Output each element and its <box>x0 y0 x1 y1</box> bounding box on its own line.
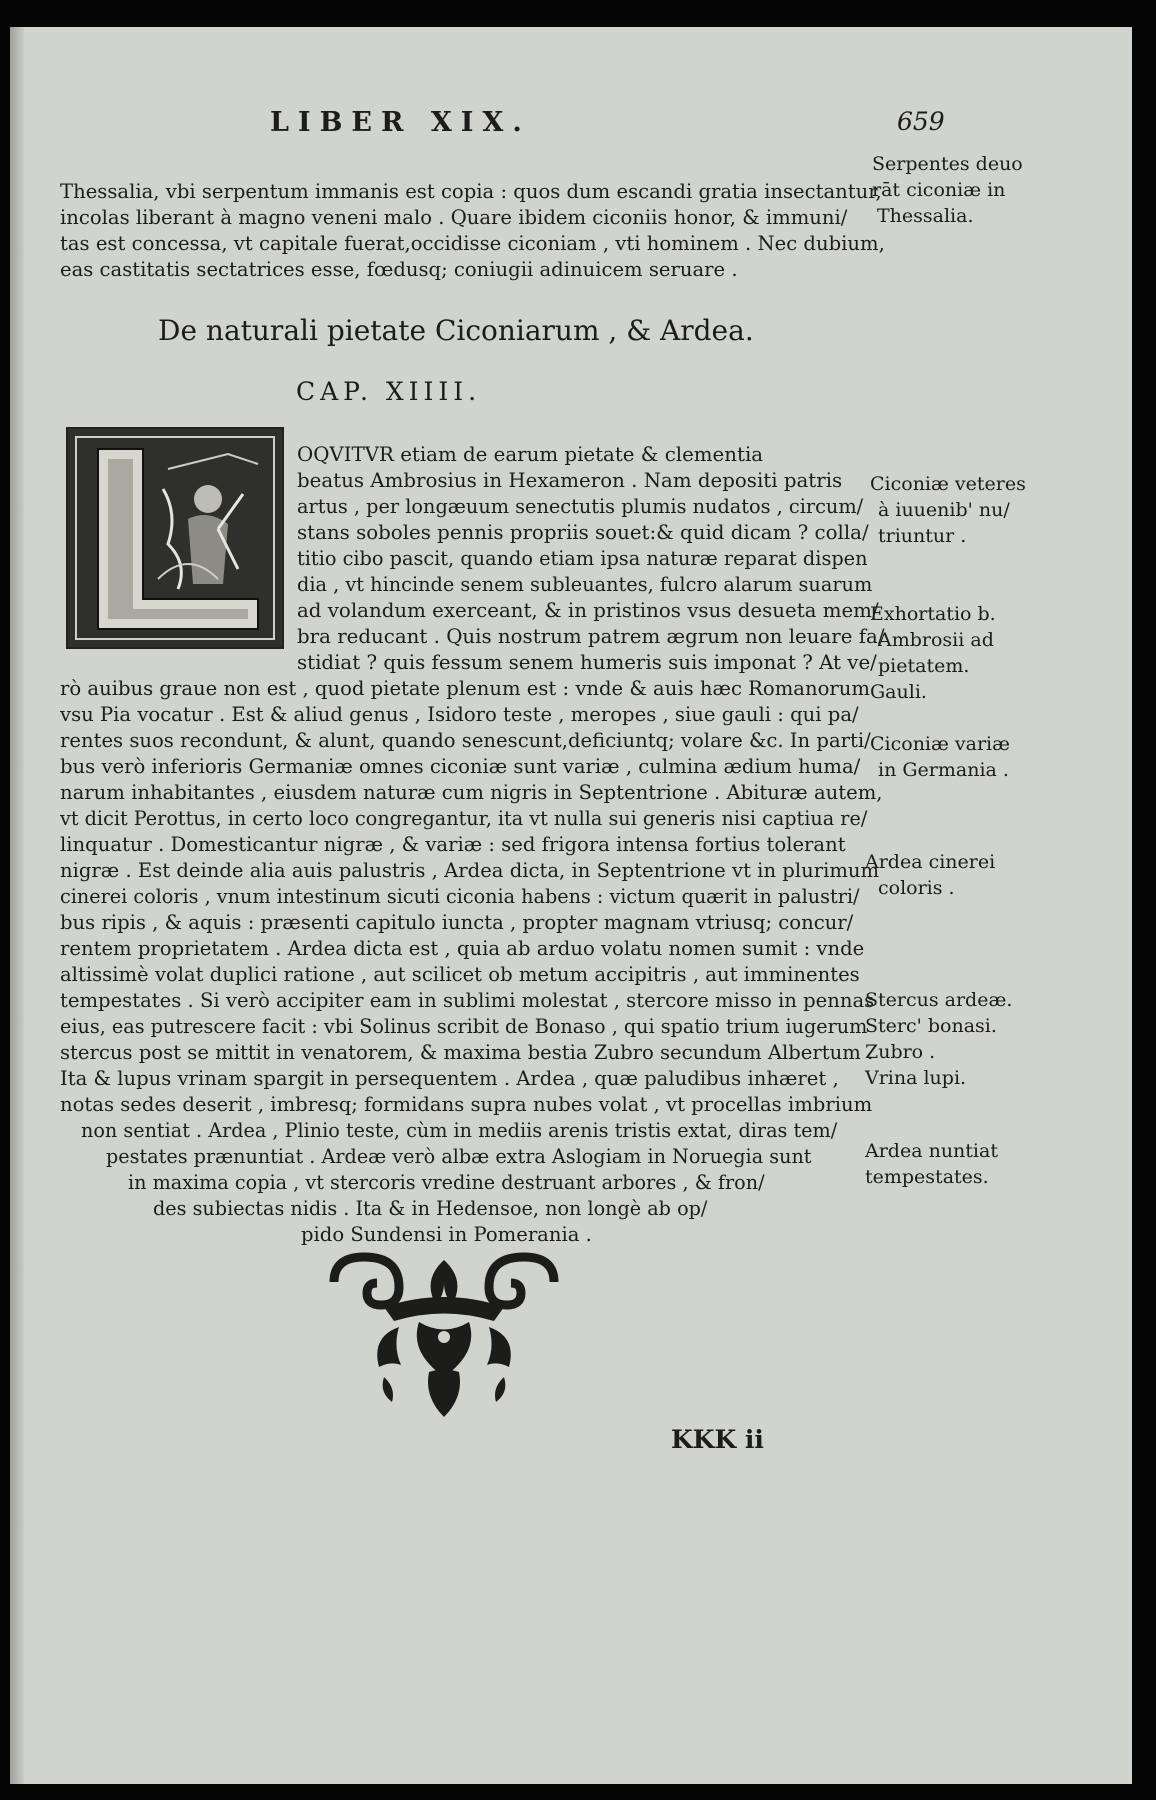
side-note-line: Serpentes deuo <box>872 153 1023 175</box>
text-line: rò auibus graue non est , quod pietate plenum est : vnde & auis hæc Romanorum <box>60 677 870 700</box>
side-note-line: Ambrosii ad <box>878 629 994 651</box>
text-line: altissimè volat duplici ratione , aut scilicet ob metum accipitris , aut imminentes <box>60 963 860 986</box>
text-line: narum inhabitantes , eiusdem naturæ cum nigris in Septentrione . Abituræ autem, <box>60 781 883 804</box>
text-line: stans soboles pennis propriis souet:& quid dicam ? colla/ <box>297 521 869 544</box>
side-note-line: Stercus ardeæ. <box>865 989 1013 1011</box>
side-note-line: tempestates. <box>865 1166 989 1188</box>
text-line: nigræ . Est deinde alia auis palustris , Ardea dicta, in Septentrione vt in plurimum <box>60 859 880 882</box>
side-note-line: à iuuenib' nu/ <box>878 499 1010 521</box>
text-line: pestates prænuntiat . Ardeæ verò albæ extra Aslogiam in Noruegia sunt <box>106 1145 812 1168</box>
side-note-line: Ciconiæ variæ <box>870 733 1010 755</box>
text-line: rentem proprietatem . Ardea dicta est , quia ab arduo volatu nomen sumit : vnde <box>60 937 865 960</box>
text-line: bra reducant . Quis nostrum patrem ægrum non leuare fa/ <box>297 625 885 648</box>
text-line: stercus post se mittit in venatorem, & maxima bestia Zubro secundum Albertum . <box>60 1041 874 1064</box>
text-line: pido Sundensi in Pomerania . <box>301 1223 592 1246</box>
text-line: bus verò inferioris Germaniæ omnes ciconiæ sunt variæ , culmina ædium huma/ <box>60 755 861 778</box>
text-line: stidiat ? quis fessum senem humeris suis imponat ? At ve/ <box>297 651 877 674</box>
side-note-line: triuntur . <box>878 525 967 547</box>
side-note-line: pietatem. <box>878 655 970 677</box>
text-line: vsu Pia vocatur . Est & aliud genus , Isidoro teste , meropes , siue gauli : qui pa/ <box>60 703 859 726</box>
text-line: notas sedes deserit , imbresq; formidans supra nubes volat , vt procellas imbrium <box>60 1093 873 1116</box>
ornament-icon <box>324 1252 564 1432</box>
text-line: tas est concessa, vt capitale fuerat,occidisse ciconiam , vti hominem . Nec dubium, <box>60 232 885 255</box>
side-note-line: Ciconiæ veteres <box>870 473 1026 495</box>
text-line: artus , per longæuum senectutis plumis nudatos , circum/ <box>297 495 864 518</box>
chapter-number: CAP. XIIII. <box>296 377 482 406</box>
decorated-initial-letter <box>66 427 284 649</box>
text-line: non sentiat . Ardea , Plinio teste, cùm in mediis arenis tristis extat, diras tem/ <box>81 1119 838 1142</box>
text-line: in maxima copia , vt stercoris vredine destruant arbores , & fron/ <box>128 1171 765 1194</box>
side-note-line: Gauli. <box>870 681 927 703</box>
chapter-title: De naturali pietate Ciconiarum , & Ardea. <box>158 314 754 347</box>
side-note-line: in Germania . <box>878 759 1009 781</box>
text-line: OQVITVR etiam de earum pietate & clementia <box>297 443 764 466</box>
side-note-line: Ardea cinerei <box>865 851 996 873</box>
text-line: rentes suos recondunt, & alunt, quando senescunt,deficiuntq; volare &c. In parti/ <box>60 729 871 752</box>
page-gutter <box>10 27 24 1784</box>
text-line: Thessalia, vbi serpentum immanis est copia : quos dum escandi gratia insectantur, <box>60 180 882 203</box>
woodcut-initial-icon <box>68 429 282 647</box>
catchword: KKK ii <box>671 1425 764 1454</box>
page-number: 659 <box>897 107 945 136</box>
text-line: incolas liberant à magno veneni malo . Quare ibidem ciconiis honor, & immuni/ <box>60 206 848 229</box>
text-line: eius, eas putrescere facit : vbi Solinus scribit de Bonaso , qui spatio trium iugerum <box>60 1015 868 1038</box>
text-line: titio cibo pascit, quando etiam ipsa naturæ reparat dispen <box>297 547 868 570</box>
text-line: vt dicit Perottus, in certo loco congregantur, ita vt nulla sui generis nisi captiua re/ <box>60 807 868 830</box>
text-line: cinerei coloris , vnum intestinum sicuti ciconia habens : victum quærit in palustri/ <box>60 885 860 908</box>
side-note-line: Vrina lupi. <box>865 1067 967 1089</box>
text-line: ad volandum exerceant, & in pristinos vsus desueta mem/ <box>297 599 879 622</box>
text-line: des subiectas nidis . Ita & in Hedensoe, non longè ab op/ <box>153 1197 708 1220</box>
text-line: tempestates . Si verò accipiter eam in sublimi molestat , stercore misso in pennas <box>60 989 875 1012</box>
side-note-line: Thessalia. <box>877 205 974 227</box>
text-line: beatus Ambrosius in Hexameron . Nam depositi patris <box>297 469 843 492</box>
text-line: dia , vt hincinde senem subleuantes, fulcro alarum suarum <box>297 573 873 596</box>
side-note-line: Sterc' bonasi. <box>865 1015 997 1037</box>
text-line: linquatur . Domesticantur nigræ , & variæ : sed frigora intensa fortius tolerant <box>60 833 846 856</box>
side-note-line: Ardea nuntiat <box>865 1140 998 1162</box>
side-note-line: coloris . <box>878 877 955 899</box>
running-head: LIBER XIX. <box>270 107 531 138</box>
side-note-line: Zubro . <box>865 1041 936 1063</box>
side-note-line: rāt ciconiæ in <box>872 179 1006 201</box>
text-line: eas castitatis sectatrices esse, fœdusq; coniugii adinuicem seruare . <box>60 258 738 281</box>
side-note-line: Exhortatio b. <box>870 603 996 625</box>
text-line: Ita & lupus vrinam spargit in persequentem . Ardea , quæ paludibus inhæret , <box>60 1067 839 1090</box>
book-page <box>10 27 1132 1784</box>
text-line: bus ripis , & aquis : præsenti capitulo iuncta , propter magnam vtriusq; concur/ <box>60 911 854 934</box>
